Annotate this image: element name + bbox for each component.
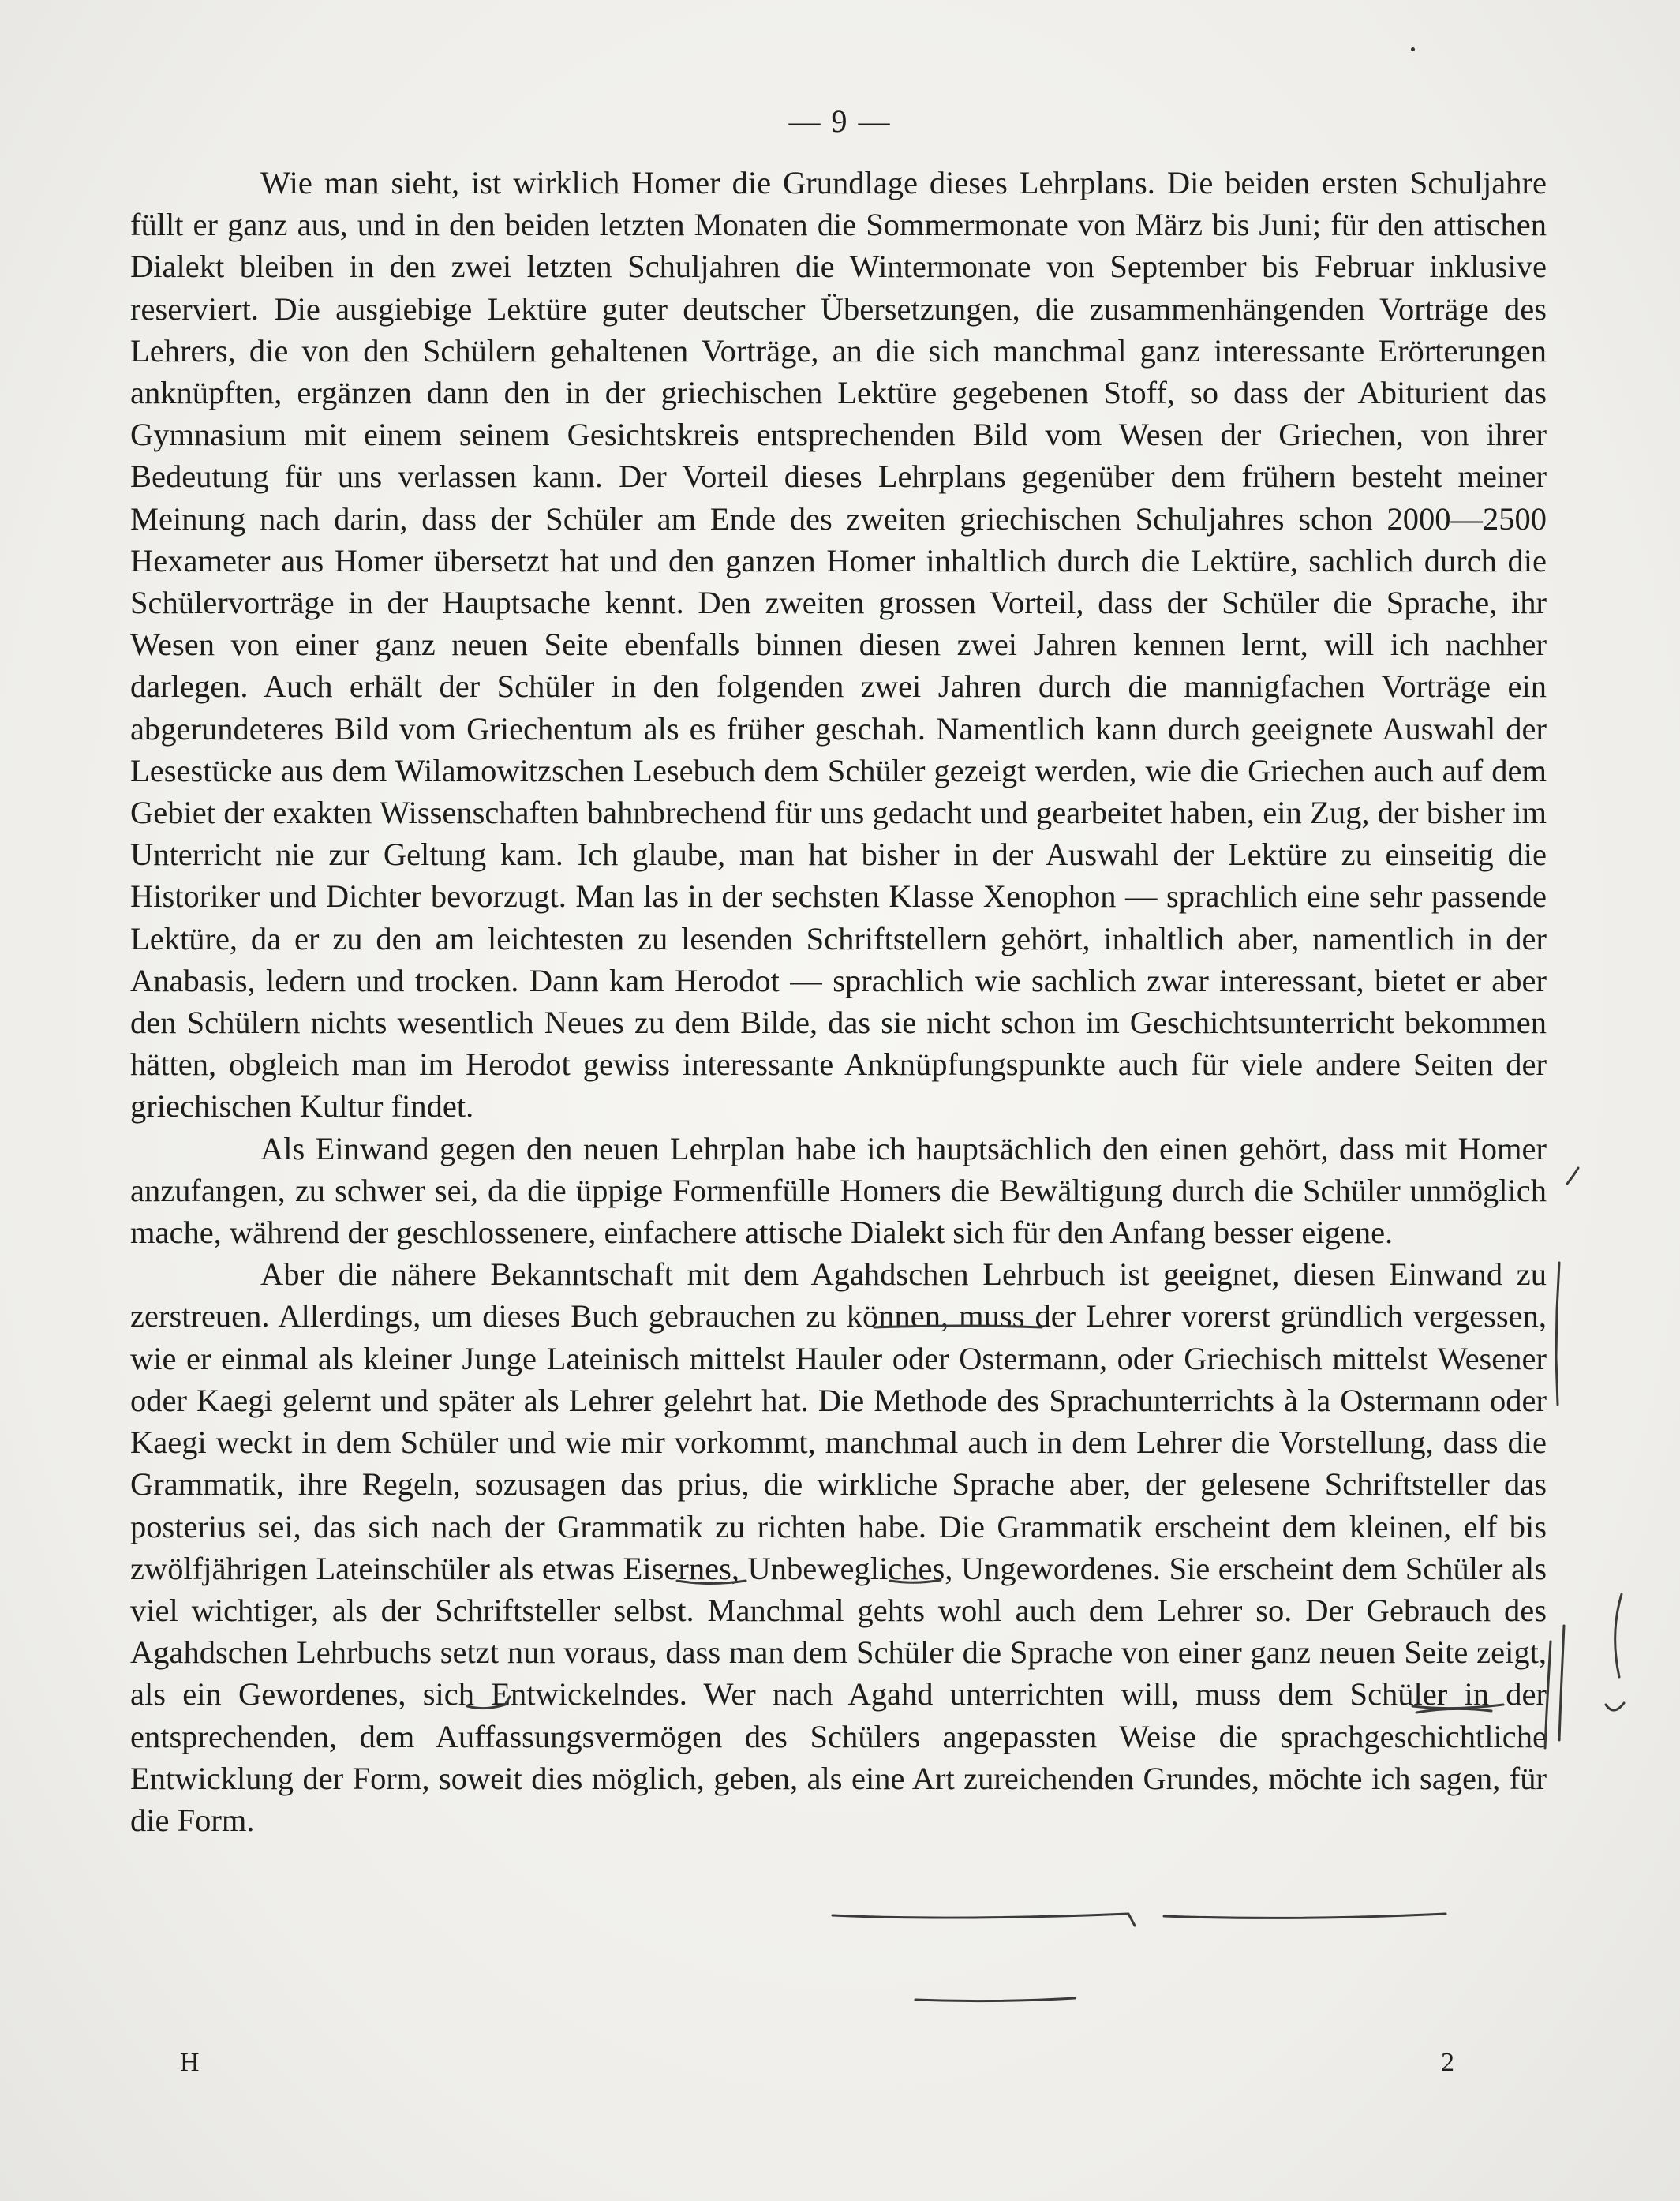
- margin-mark-right-2: [1559, 1626, 1564, 1740]
- body-text: [130, 162, 1547, 1841]
- margin-mark-right-4: [1606, 1703, 1624, 1710]
- page-number: — 9 —: [788, 103, 892, 139]
- paragraph-3: Aber die nähere Bekanntschaft mit dem Agahdschen Lehrbuch ist geeignet, diesen Einwand zu zerstreuen. Allerdings, um dieses Buch gebrauchen zu können, muss der Lehrer vorerst gründlich vergessen, wie er einmal als kleiner Junge Lateinisch mittelst Hauler oder Ostermann, oder Griechisch mittelst Wesener oder Kaegi gelernt und später als Lehrer gelehrt hat. Die Methode des Sprachunterrichts à la Ostermann oder Kaegi weckt in dem Schüler und wie mir vorkommt, manchmal auch in dem Lehrer die Vorstellung, dass die Grammatik, ihre Regeln, sozusagen das prius, die wirkliche Sprache aber, der gelesene Schriftsteller das posterius sei, das sich nach der Grammatik zu richten habe. Die Grammatik erscheint dem kleinen, elf bis zwölfjährigen Lateinschüler als etwas Eisernes, Unbewegliches, Ungewordenes. Sie erscheint dem Schüler als viel wichtiger, als der Schriftsteller selbst. Manchmal gehts wohl auch dem Lehrer so. Der Gebrauch des Agahdschen Lehrbuchs setzt nun voraus, dass man dem Schüler die Sprache von einer ganz neuen Seite zeigt, als ein Gewordenes, sich Entwickelndes. Wer nach Agahd unterrichten will, muss dem Schüler in der entsprechenden, dem Auffassungsvermögen des Schülers angepassten Weise die sprachgeschichtliche Entwicklung der Form, soweit dies möglich, geben, als eine Art zureichenden Grundes, möchte ich sagen, für die Form.: [130, 1256, 1547, 1838]
- signature-mark: H: [180, 2048, 200, 2077]
- underline-entwickelndes: [1164, 1914, 1446, 1918]
- margin-mark-right-5: [1567, 1168, 1578, 1184]
- margin-mark-right-3: [1615, 1594, 1622, 1677]
- margin-bracket-paragraph-2: [1556, 1263, 1559, 1405]
- underline-sprachgeschichtliche: [915, 1998, 1075, 2001]
- sheet-number: 2: [1441, 2048, 1454, 2077]
- paragraph-1: Wie man sieht, ist wirklich Homer die Grundlage dieses Lehrplans. Die beiden ersten Schuljahre füllt er ganz aus, und in den beiden letzten Monaten die Sommermonate von März bis Juni; für den attischen Dialekt bleiben in den zwei letzten Schuljahren die Wintermonate von September bis Februar inklusive reserviert. Die ausgiebige Lektüre guter deutscher Übersetzungen, die zusammenhängenden Vorträge des Lehrers, die von den Schülern gehaltenen Vorträge, an die sich manchmal ganz interessante Erörterungen anknüpften, ergänzen dann den in der griechischen Lektüre gegebenen Stoff, so dass der Abiturient das Gymnasium mit einem seinem Gesichtskreis entsprechenden Bild vom Wesen der Griechen, von ihrer Bedeutung für uns verlassen kann. Der Vorteil dieses Lehrplans gegenüber dem frühern besteht meiner Meinung nach darin, dass der Schüler am Ende des zweiten griechischen Schuljahres schon 2000—2500 Hexameter aus Homer übersetzt hat und den ganzen Homer inhaltlich durch die Lektüre, sachlich durch die Schülervorträge in der Hauptsache kennt. Den zweiten grossen Vorteil, dass der Schüler die Sprache, ihr Wesen von einer ganz neuen Seite ebenfalls binnen diesen zwei Jahren kennen lernt, will ich nachher darlegen. Auch erhält der Schüler in den folgenden zwei Jahren durch die mannigfachen Vorträge ein abgerundeteres Bild vom Griechentum als es früher geschah. Namentlich kann durch geeignete Auswahl der Lesestücke aus dem Wilamowitzschen Lesebuch dem Schüler gezeigt werden, wie die Griechen auch auf dem Gebiet der exakten Wissenschaften bahnbrechend für uns gedacht und gearbeitet haben, ein Zug, der bisher im Unterricht nie zur Geltung kam. Ich glaube, man hat bisher in der Auswahl der Lektüre zu einseitig die Historiker und Dichter bevorzugt. Man las in der sechsten Klasse Xenophon — sprachlich eine sehr passende Lektüre, da er zu den am leichtesten zu lesenden Schriftstellern gehört, inhaltlich aber, namentlich in der Anabasis, ledern und trocken. Dann kam Herodot — sprachlich wie sachlich zwar interessant, bietet er aber den Schülern nichts wesentlich Neues zu dem Bilde, das sie nicht schon im Geschichtsunterricht bekommen hätten, obgleich man im Herodot gewiss interessante Anknüpfungspunkte auch für viele andere Seiten der griechischen Kultur findet.: [130, 165, 1547, 1125]
- ink-speck: [1411, 47, 1415, 51]
- underline-gewordenes: [833, 1914, 1135, 1926]
- paragraph-2: Als Einwand gegen den neuen Lehrplan habe ich hauptsächlich den einen gehört, dass mit Homer anzufangen, zu schwer sei, da die üppige Formenfülle Homers die Bewältigung durch die Schüler unmöglich mache, während der geschlossenere, einfachere attische Dialekt sich für den Anfang besser eigene.: [130, 1130, 1547, 1251]
